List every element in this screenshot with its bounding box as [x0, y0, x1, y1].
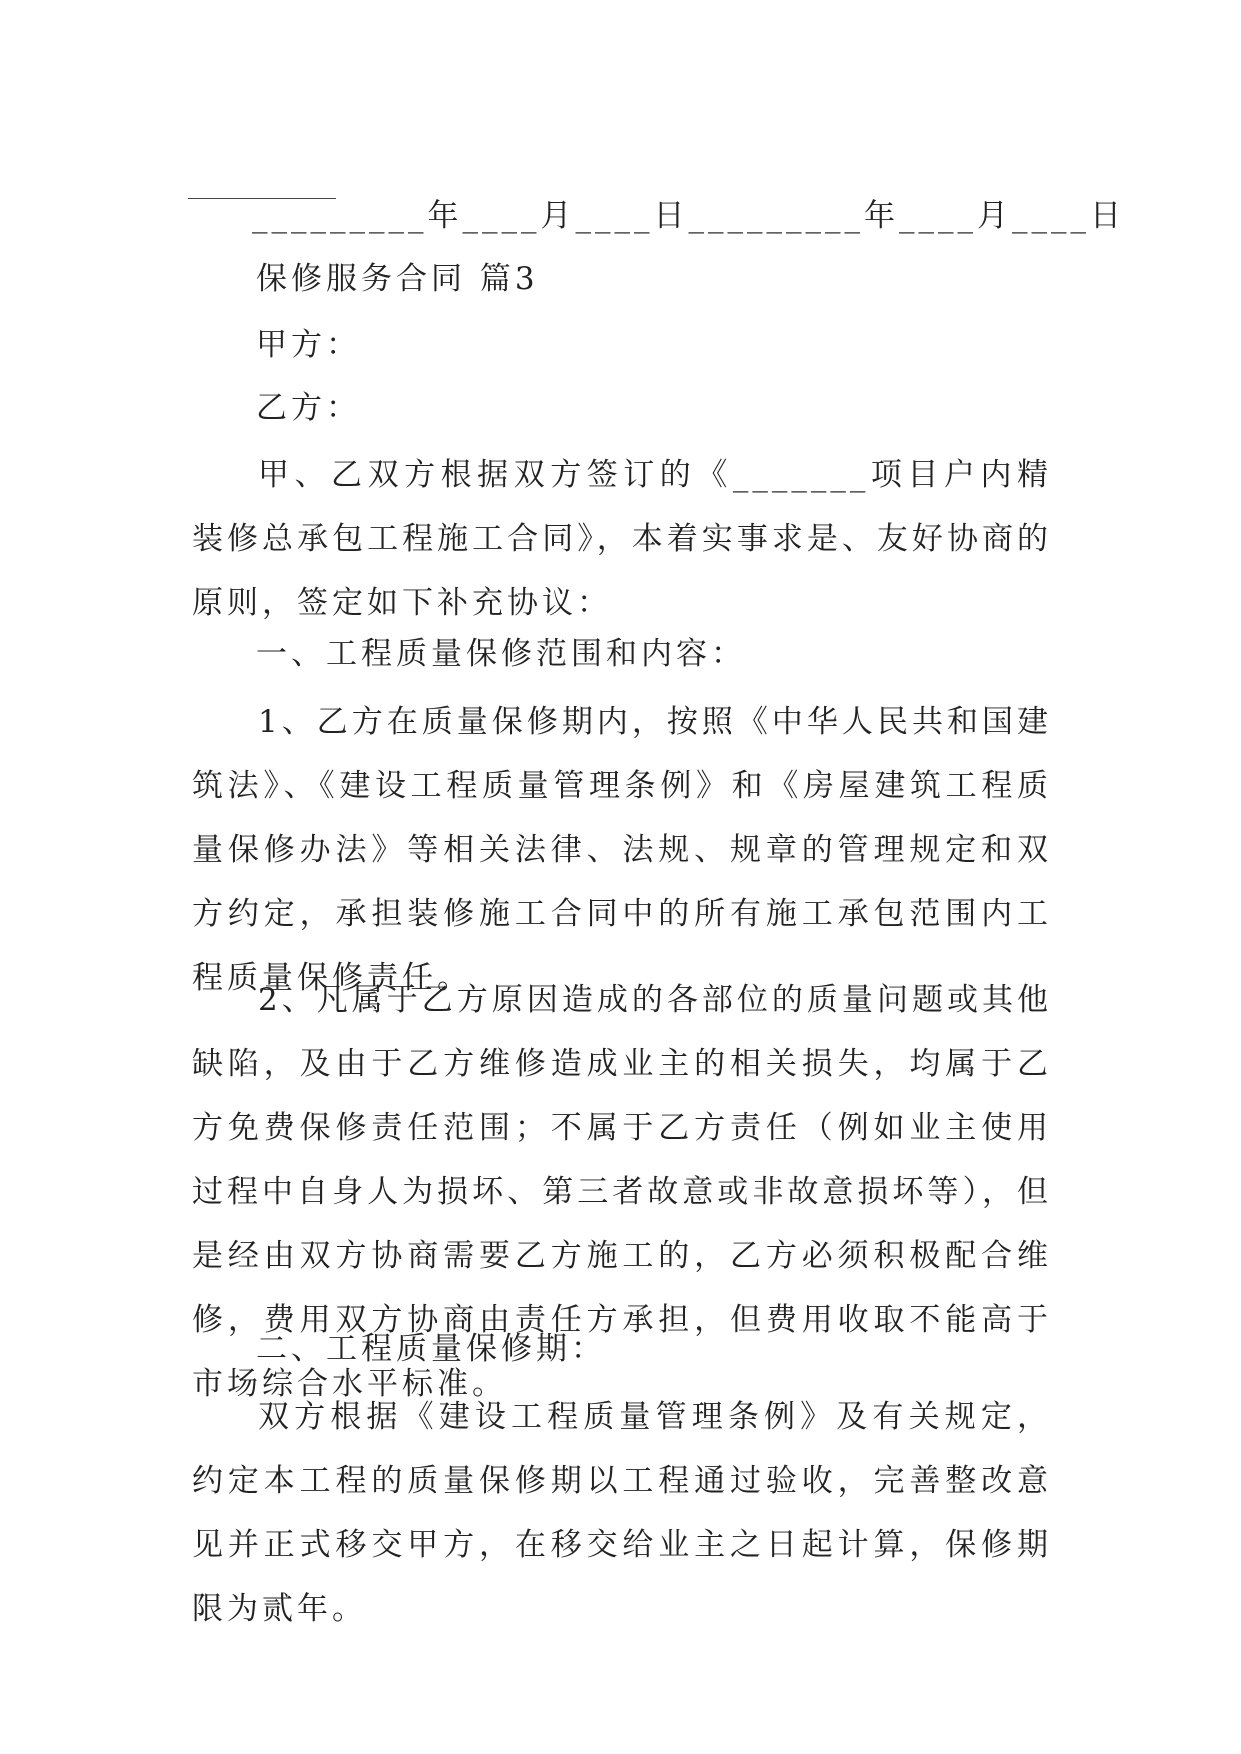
party-b-label: 乙方： — [256, 390, 361, 426]
party-a-label: 甲方： — [256, 327, 361, 363]
date-line: _________年____月____日_________年____月____日 — [252, 198, 1125, 234]
section-2-paragraph: 双方根据《建设工程质量管理条例》及有关规定，约定本工程的质量保修期以工程通过验收，完善整改意见并正式移交甲方，在移交给业主之日起计算，保修期限为贰年。 — [192, 1399, 1052, 1627]
section-1-title: 一、工程质量保修范围和内容： — [256, 636, 746, 672]
section-2-title: 二、工程质量保修期： — [256, 1331, 606, 1367]
section-1-item-2: 2、凡属于乙方原因造成的各部位的质量问题或其他缺陷，及由于乙方维修造成业主的相关损失，均属于乙方免费保修责任范围；不属于乙方责任（例如业主使用过程中自身人为损坏、第三者故意或非故意损坏等），但是经由双方协商需要乙方施工的，乙方必须积极配合维修，费用双方协商由责任方承担，但费用收取不能高于市场综合水平标准。 — [192, 982, 1052, 1402]
section-heading: 保修服务合同 篇3 — [256, 261, 539, 297]
intro-paragraph: 甲、乙双方根据双方签订的《_______项目户内精装修总承包工程施工合同》，本着实事求是、友好协商的原则，签定如下补充协议： — [192, 457, 1052, 621]
section-1-item-1: 1、乙方在质量保修期内，按照《中华人民共和国建筑法》、《建设工程质量管理条例》和《房屋建筑工程质量保修办法》等相关法律、法规、规章的管理规定和双方约定，承担装修施工合同中的所有施工承包范围内工程质量保修责任。 — [192, 704, 1052, 996]
